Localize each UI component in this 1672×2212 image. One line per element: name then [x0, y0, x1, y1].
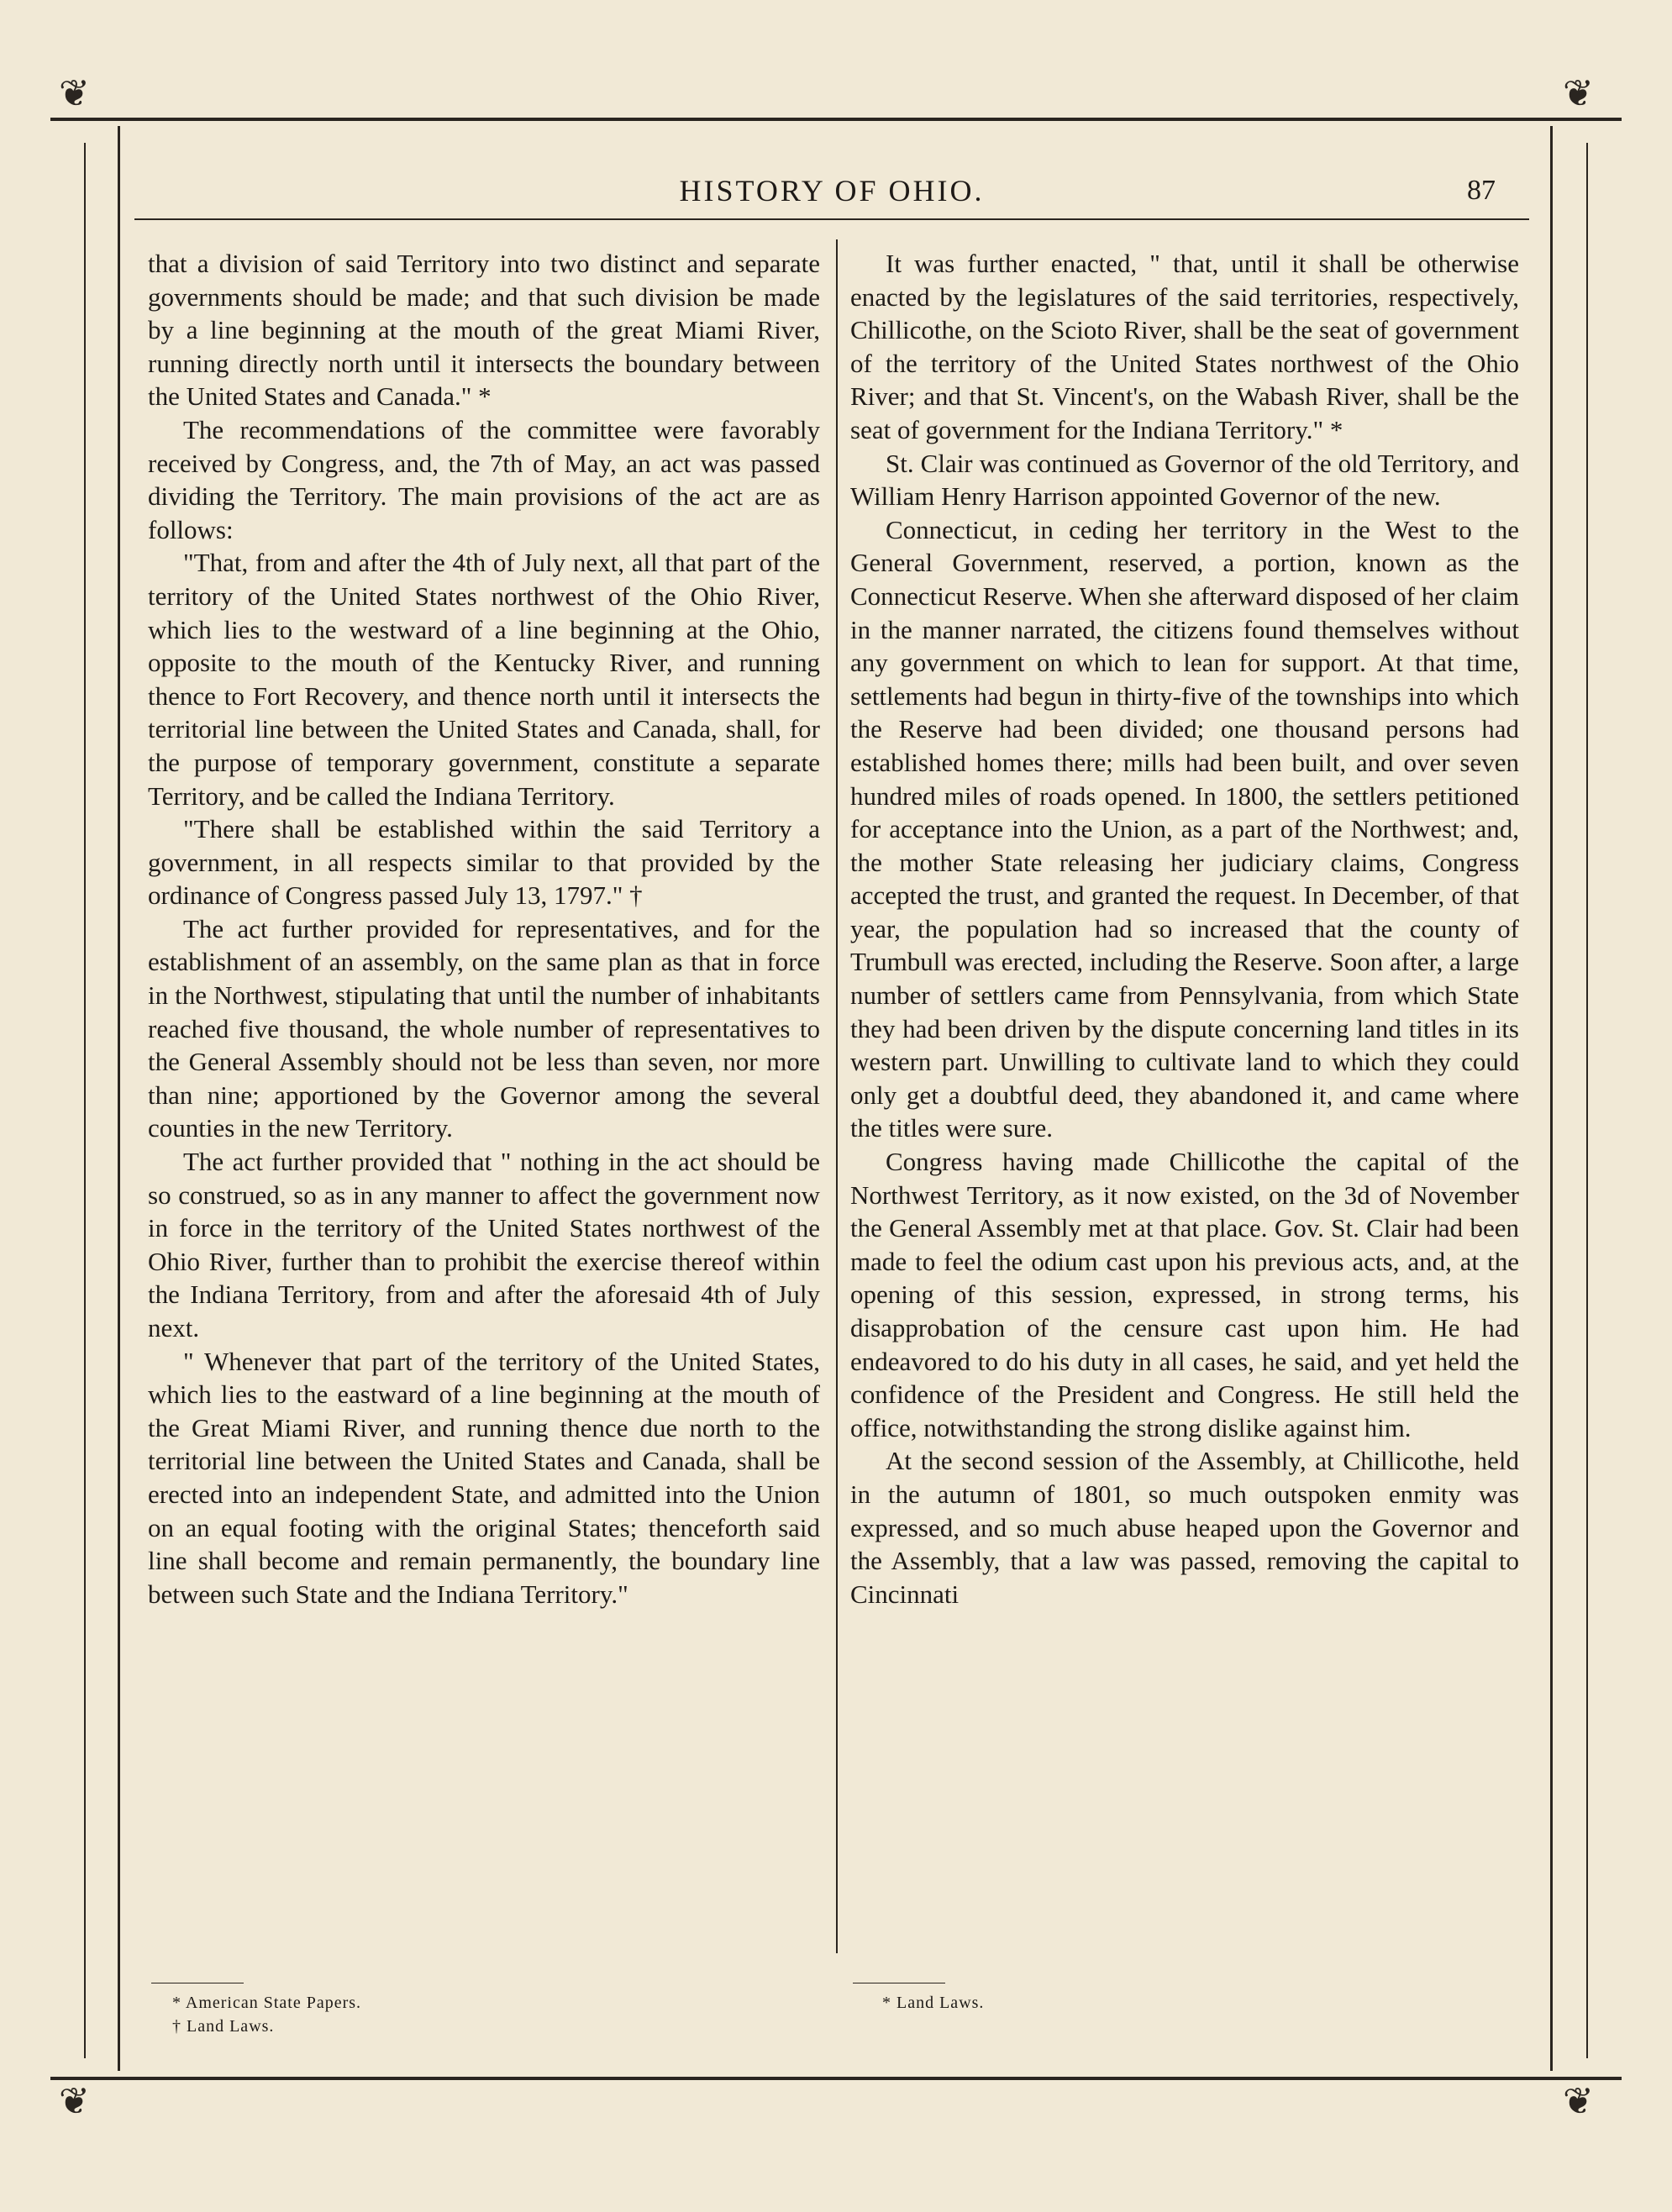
left-paragraph-2: The recommendations of the committee were favorably received by Congress, and, the 7th of May, an act was passed dividing the Territory. The main provisions of the act are as follows:	[148, 414, 820, 544]
right-column	[850, 247, 1519, 1610]
border-right-rule	[1550, 126, 1553, 2071]
corner-ornament-top-right-icon: ❦	[1563, 72, 1594, 115]
border-left-outer-rule	[84, 143, 86, 2058]
right-paragraph-2: St. Clair was continued as Governor of the old Territory, and William Henry Harrison appointed Governor of the new.	[850, 448, 1519, 512]
left-paragraph-4: "There shall be established within the said Territory a government, in all respects similar to that provided by the ordinance of Congress passed July 13, 1797." †	[148, 814, 820, 911]
corner-ornament-bottom-left-icon: ❦	[59, 2080, 90, 2123]
left-paragraph-3: "That, from and after the 4th of July next, all that part of the territory of the United States northwest of the Ohio River, which lies to the westward of a line beginning at the Ohio, opposite to the mouth of the Kentucky River, and running thence to Fort Recovery, and thence north until it intersects the territorial line between the United States and Canada, shall, for the purpose of temporary government, constitute a separate Territory, and be called the Indiana Territory.	[148, 548, 820, 811]
column-divider	[836, 239, 838, 1953]
border-right-outer-rule	[1586, 143, 1588, 2058]
right-paragraph-4: Congress having made Chillicothe the capital of the Northwest Territory, as it now existed, on the 3d of November the General Assembly met at that place. Gov. St. Clair had been made to feel the odium cast upon his previous acts, and, at the opening of this session, expressed, in strong terms, his disapprobation of the censure cast upon him. He had endeavored to do his duty in all cases, he said, and yet held the confidence of the President and Congress. He still held the office, notwithstanding the strong dislike against him.	[850, 1147, 1519, 1442]
corner-ornament-top-left-icon: ❦	[59, 72, 90, 115]
footnote-land-laws-right: * Land Laws.	[882, 1994, 985, 2012]
left-column	[148, 247, 820, 1610]
left-paragraph-1: that a division of said Territory into two distinct and separate governments should be made; and that such division be made by a line beginning at the mouth of the great Miami River, running directly north until it intersects the boundary between the United States and Canada." *	[148, 249, 820, 412]
footnote-american-state-papers: * American State Papers.	[172, 1994, 362, 2012]
right-paragraph-1: It was further enacted, " that, until it shall be otherwise enacted by the legislatures of the said territories, respectively, Chillicothe, on the Scioto River, shall be the seat of government of the territory of the United States northwest of the Ohio River; and that St. Vincent's, on the Wabash River, shall be the seat of government for the Indiana Territory." *	[850, 249, 1519, 444]
right-footnotes	[882, 1991, 984, 2015]
left-paragraph-7: " Whenever that part of the territory of the United States, which lies to the eastward of a line beginning at the mouth of the Great Miami River, and running thence due north to the territorial line between the United States and Canada, shall be erected into an independent State, and admitted into the Union on an equal footing with the original States; thenceforth said line shall become and remain permanently, the boundary line between such State and the Indiana Territory."	[148, 1346, 820, 1609]
page-header	[134, 168, 1529, 220]
border-top-rule	[50, 118, 1622, 121]
corner-ornament-bottom-right-icon: ❦	[1563, 2080, 1594, 2123]
running-title: HISTORY OF OHIO.	[679, 174, 985, 208]
page-number: 87	[1467, 175, 1496, 206]
footnote-land-laws: † Land Laws.	[172, 2017, 275, 2036]
border-left-rule	[118, 126, 120, 2071]
right-paragraph-5: At the second session of the Assembly, at Chillicothe, held in the autumn of 1801, so much outspoken enmity was expressed, and so much abuse heaped upon the Governor and the Assembly, that a law was passed, removing the capital to Cincinnati	[850, 1446, 1519, 1609]
left-paragraph-5: The act further provided for representatives, and for the establishment of an assembly, on the same plan as that in force in the Northwest, stipulating that until the number of inhabitants reached five thousand, the whole number of representatives to the General Assembly should not be less than seven, nor more than nine; apportioned by the Governor among the several counties in the new Territory.	[148, 913, 820, 1143]
right-paragraph-3: Connecticut, in ceding her territory in the West to the General Government, reserved, a portion, known as the Connecticut Reserve. When she afterward disposed of her claim in the manner narrated, the citizens found themselves without any government on which to lean for support. At that time, settlements had begun in thirty-five of the townships into which the Reserve had been divided; one thousand persons had established homes there; mills had been built, and over seven hundred miles of roads opened. In 1800, the settlers petitioned for acceptance into the Union, as a part of the Northwest; and, the mother State releasing her judiciary claims, Congress accepted the trust, and granted the request. In December, of that year, the population had so increased that the county of Trumbull was erected, including the Reserve. Soon after, a large number of settlers came from Pennsylvania, from which State they had been driven by the dispute concerning land titles in its western part. Unwilling to cultivate land to which they could only get a doubtful deed, they abandoned it, and came where the titles were sure.	[850, 514, 1519, 1143]
border-bottom-rule	[50, 2077, 1622, 2080]
left-paragraph-6: The act further provided that " nothing in the act should be so construed, so as in any manner to affect the government now in force in the territory of the United States northwest of the Ohio River, further than to prohibit the exercise thereof within the Indiana Territory, from and after the aforesaid 4th of July next.	[148, 1147, 820, 1342]
left-footnotes	[172, 1991, 361, 2038]
